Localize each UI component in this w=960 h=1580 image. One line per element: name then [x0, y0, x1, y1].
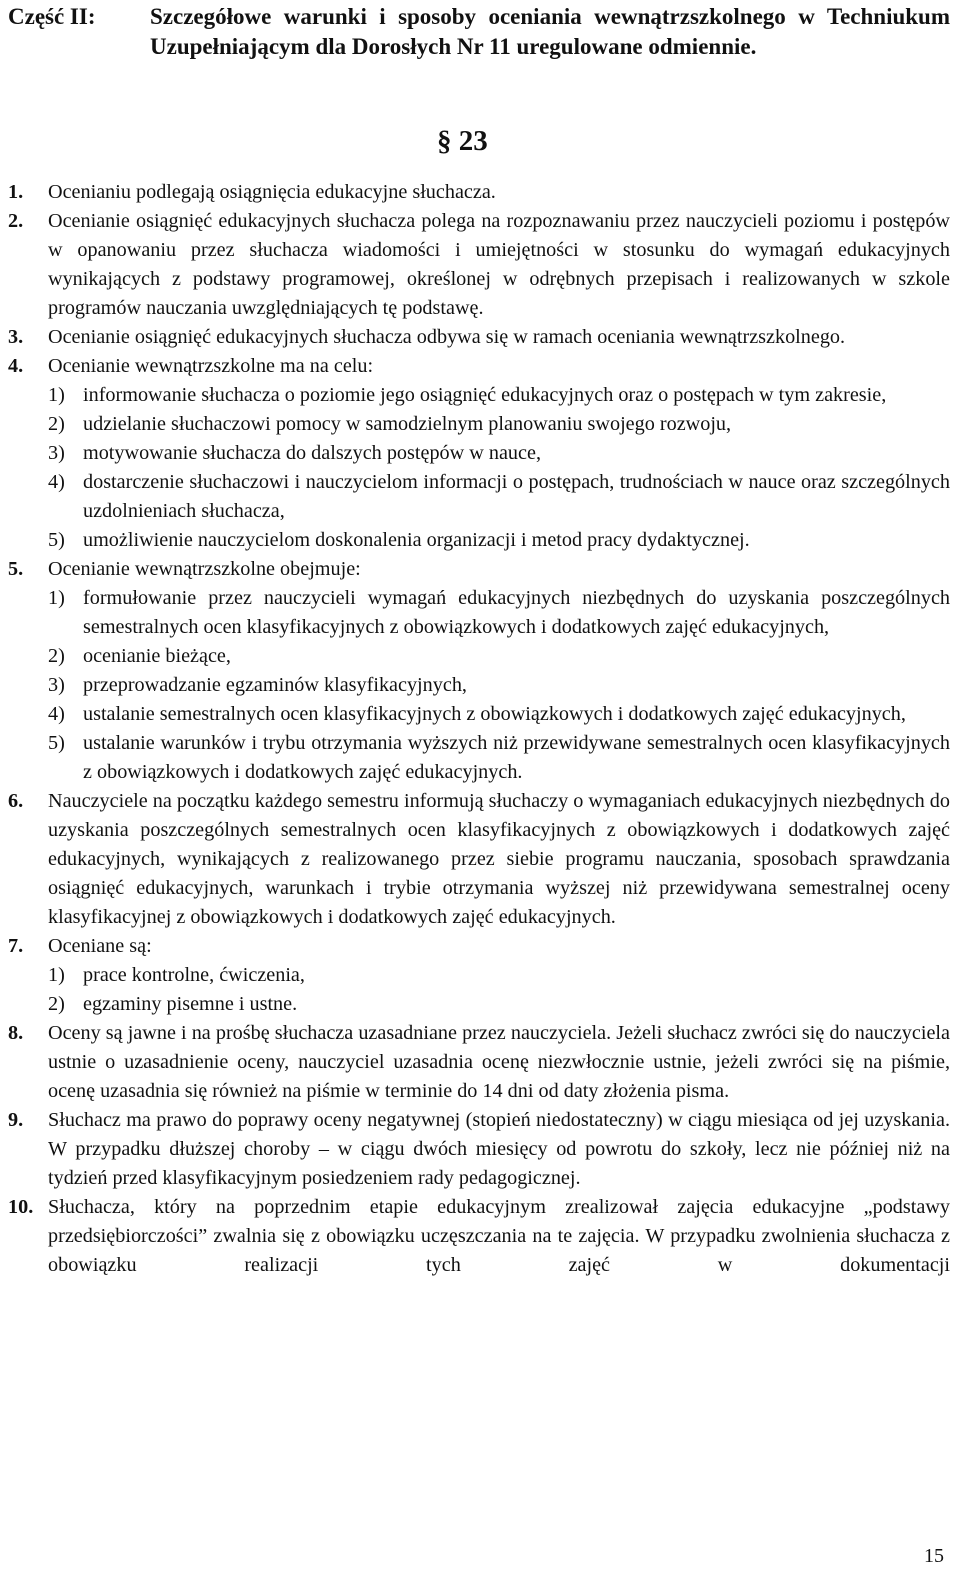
sub-item-number: 4) [48, 471, 65, 493]
item-number: 1. [8, 181, 24, 203]
item-text: Ocenianie osiągnięć edukacyjnych słuchacza odbywa się w ramach oceniania wewnątrzszkolnego. [48, 326, 846, 348]
sub-item [48, 961, 950, 990]
item-number: 8. [8, 1022, 24, 1044]
list-item-1 [8, 178, 950, 207]
item-number: 10. [8, 1196, 34, 1218]
sub-item [48, 381, 950, 410]
item-text: Ocenianie wewnątrzszkolne obejmuje: [48, 558, 361, 580]
sub-item-number: 2) [48, 645, 65, 667]
sub-item-text: egzaminy pisemne i ustne. [83, 993, 298, 1015]
sub-item-text: ocenianie bieżące, [83, 645, 231, 667]
sub-item [48, 410, 950, 439]
sub-item-number: 3) [48, 674, 65, 696]
list-item-2 [8, 207, 950, 323]
item-text: Nauczyciele na początku każdego semestru informują słuchaczy o wymaganiach edukacyjnych niezbędnych do uzyskania poszczególnych semestralnych ocen klasyfikacyjnych z obowiązkowych i dodatkowych zajęć edukacyjnych, wynikających z realizowanego przez siebie programu nauczania, sposobach sprawdzania osiągnięć edukacyjnych, warunkach i trybie otrzymania wyższej niż przewidywana semestralnej oceny klasyfikacyjnej z obowiązkowych i dodatkowych zajęć edukacyjnych. [48, 790, 950, 928]
item-text: Słuchacza, który na poprzednim etapie edukacyjnym zrealizował zajęcia edukacyjne „podstawy przedsiębiorczości” zwalnia się z obowiązku uczęszczania na te zajęcia. W przypadku zwolnienia słuchacza z obowiązku realizacji tych zajęć w dokumentacji [48, 1196, 950, 1276]
item-number: 4. [8, 355, 24, 377]
sub-item-text: dostarczenie słuchaczowi i nauczycielom informacji o postępach, trudnościach w nauce oraz szczególnych uzdolnieniach słuchacza, [83, 471, 950, 522]
list-item-4 [8, 352, 950, 555]
sub-item-text: formułowanie przez nauczycieli wymagań edukacyjnych niezbędnych do uzyskania poszczególnych semestralnych ocen klasyfikacyjnych z obowiązkowych i dodatkowych zajęć edukacyjnych, [83, 587, 950, 638]
list-item-7 [8, 932, 950, 1019]
sub-item [48, 468, 950, 526]
item-number: 7. [8, 935, 24, 957]
sub-item [48, 526, 950, 555]
part-title: Szczegółowe warunki i sposoby oceniania wewnątrzszkolnego w Techniukum Uzupełniającym dla Dorosłych Nr 11 uregulowane odmiennie. [150, 4, 950, 59]
sub-item-number: 1) [48, 964, 65, 986]
item-text: Ocenianie osiągnięć edukacyjnych słuchacza polega na rozpoznawaniu przez nauczycieli poziomu i postępów w opanowaniu przez słuchacza wiadomości i umiejętności w stosunku do wymagań edukacyjnych wynikających z podstawy programowej, określonej w odrębnych przepisach i realizowanych w szkole programów nauczania uwzględniających tę podstawę. [48, 210, 950, 319]
item-number: 9. [8, 1109, 24, 1131]
item-number: 3. [8, 326, 24, 348]
sub-item [48, 671, 950, 700]
sub-item-text: prace kontrolne, ćwiczenia, [83, 964, 305, 986]
sub-item [48, 990, 950, 1019]
list-item-5 [8, 555, 950, 787]
sub-item [48, 729, 950, 787]
sub-item-text: udzielanie słuchaczowi pomocy w samodzielnym planowaniu swojego rozwoju, [83, 413, 732, 435]
sub-item-text: ustalanie warunków i trybu otrzymania wyższych niż przewidywane semestralnych ocen klasyfikacyjnych z obowiązkowych i dodatkowych zajęć edukacyjnych. [83, 732, 950, 783]
numbered-list [8, 178, 950, 1280]
list-item-9 [8, 1106, 950, 1193]
sub-item-text: informowanie słuchacza o poziomie jego osiągnięć edukacyjnych oraz o postępach w tym zakresie, [83, 384, 887, 406]
list-item-8 [8, 1019, 950, 1106]
sub-item [48, 700, 950, 729]
sub-item-text: motywowanie słuchacza do dalszych postępów w nauce, [83, 442, 541, 464]
part-label: Część II: [8, 4, 96, 29]
sub-item-number: 3) [48, 442, 65, 464]
section-number: § 23 [437, 125, 488, 157]
sub-item-number: 5) [48, 529, 65, 551]
list-item-10 [8, 1193, 950, 1280]
list-item-6 [8, 787, 950, 932]
sub-item-text: przeprowadzanie egzaminów klasyfikacyjnych, [83, 674, 467, 696]
sub-item-number: 1) [48, 587, 65, 609]
item-text: Oceniane są: [48, 935, 152, 957]
item-number: 5. [8, 558, 24, 580]
sub-item [48, 642, 950, 671]
sub-item [48, 439, 950, 468]
sub-item-number: 5) [48, 732, 65, 754]
sub-item-text: ustalanie semestralnych ocen klasyfikacyjnych z obowiązkowych i dodatkowych zajęć edukacyjnych, [83, 703, 906, 725]
sub-item-number: 2) [48, 413, 65, 435]
item-text: Ocenianiu podlegają osiągnięcia edukacyjne słuchacza. [48, 181, 496, 203]
item-number: 2. [8, 210, 24, 232]
sub-item-number: 4) [48, 703, 65, 725]
sub-item-text: umożliwienie nauczycielom doskonalenia organizacji i metod pracy dydaktycznej. [83, 529, 750, 551]
item-text: Słuchacz ma prawo do poprawy oceny negatywnej (stopień niedostateczny) w ciągu miesiąca od jej uzyskania. W przypadku dłuższej choroby – w ciągu dwóch miesięcy od powrotu do szkoły, lecz nie później niż na tydzień przed klasyfikacyjnym posiedzeniem rady pedagogicznej. [48, 1109, 950, 1189]
sub-item-number: 2) [48, 993, 65, 1015]
page-number: 15 [924, 1545, 944, 1567]
item-number: 6. [8, 790, 24, 812]
list-item-3 [8, 323, 950, 352]
item-text: Ocenianie wewnątrzszkolne ma na celu: [48, 355, 374, 377]
item-text: Oceny są jawne i na prośbę słuchacza uzasadniane przez nauczyciela. Jeżeli słuchacz zwróci się do nauczyciela ustnie o uzasadnienie oceny, nauczyciel uzasadnia ocenę niezwłocznie ustnie, jeżeli zwróci się na piśmie, ocenę uzasadnia się również na piśmie w terminie do 14 dni od daty złożenia pisma. [48, 1022, 950, 1102]
sub-item [48, 584, 950, 642]
sub-item-number: 1) [48, 384, 65, 406]
